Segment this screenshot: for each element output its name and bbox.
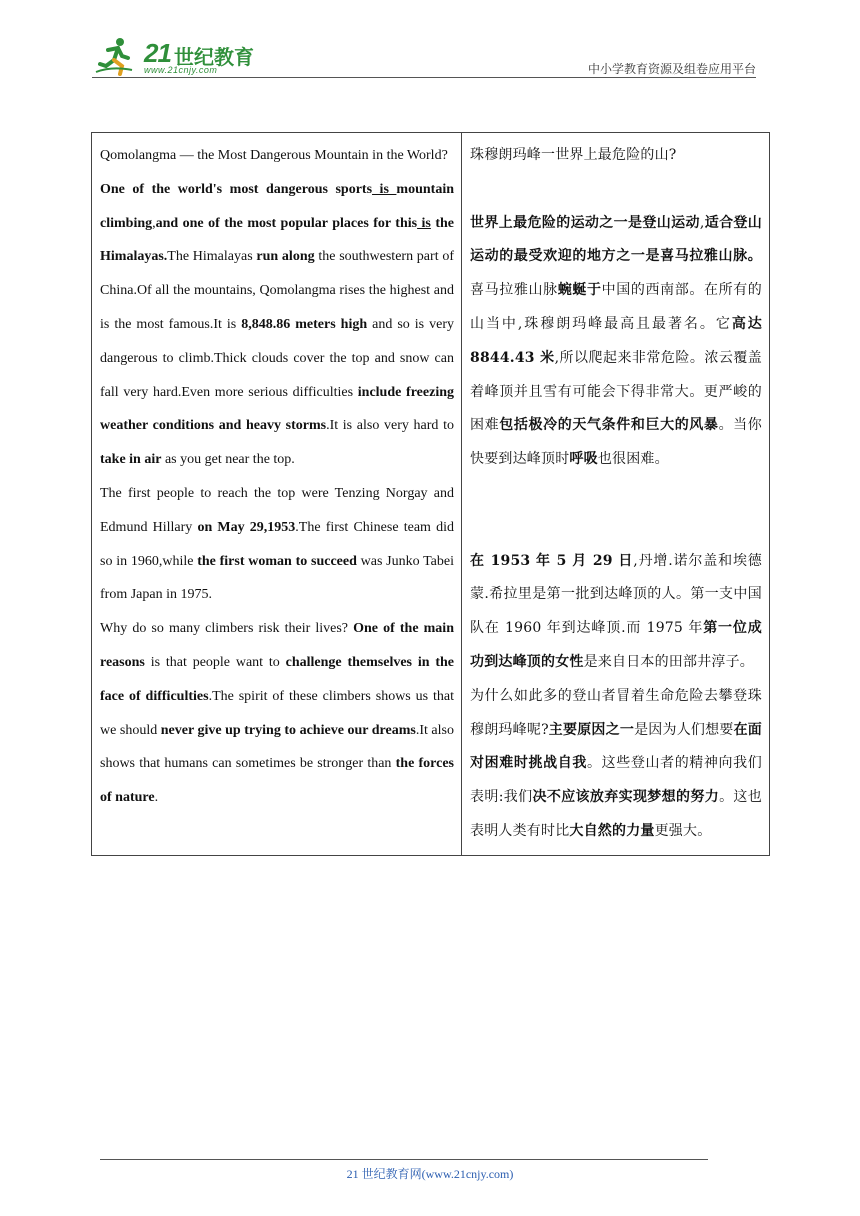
spacer [470, 173, 762, 207]
table-row [92, 133, 770, 856]
text-run: was Junko Tabei from Japan in 1975. [100, 553, 454, 603]
running-person-icon [94, 36, 134, 76]
text-run: 世界上最危险的运动之一是登山运动 [470, 214, 700, 231]
text-run: , [152, 215, 156, 231]
text-run: 适合登山运动的最受欢迎的地方之一是喜马拉雅山脉。 [470, 214, 762, 265]
text-run: The Himalayas [167, 249, 257, 265]
chinese-column [462, 133, 770, 856]
text-run: 决不应该放弃实现梦想的努力 [532, 789, 720, 806]
text-run: is that people want to [144, 654, 286, 670]
spacer [470, 477, 762, 511]
text-run: 中国的西南部。在所有的山当中,珠穆朗玛峰最高且最著名。它 [470, 282, 763, 332]
text-run: 呼吸 [569, 451, 598, 468]
text-run: 包括极冷的天气条件和巨大的风暴 [499, 417, 719, 434]
text-run: One of the world's most dangerous sports [100, 181, 373, 197]
header-divider [92, 77, 756, 78]
english-title: Qomolangma — the Most Dangerous Mountain in the World? [100, 148, 448, 163]
text-run: 高达 8844.43 米 [470, 315, 762, 366]
text-run: One of the main reasons [100, 621, 454, 670]
chinese-paragraph-3 [470, 680, 762, 849]
text-run: take in air [100, 452, 162, 468]
text-run: 更强大。 [654, 822, 712, 839]
bilingual-text-table [91, 132, 770, 856]
text-run: .The first Chinese team did so in 1960,while [100, 519, 454, 569]
text-run: 。当你快要到达峰顶时 [470, 417, 763, 468]
text-run: Why do so many climbers risk their lives? [100, 621, 354, 637]
text-run: challenge themselves in the face of difficulties [100, 654, 454, 704]
text-run: the Himalayas. [100, 215, 454, 265]
text-run: 为什么如此多的登山者冒着生命危险去攀登珠穆朗玛峰呢? [470, 687, 762, 738]
text-run: .It also shows that humans can sometimes be stronger than [100, 722, 454, 772]
text-run: ,所以爬起来非常危险。浓云覆盖着峰顶并且雪有可能会下得非常大。更严峻的困难 [470, 349, 763, 434]
text-run: the forces of nature [100, 756, 454, 806]
text-run: 8,848.86 meters high [241, 316, 368, 332]
text-run: as you get near the top. [161, 452, 295, 468]
text-run: 喜马拉雅山脉 [470, 282, 558, 299]
chinese-paragraph-1 [470, 207, 762, 477]
text-run: and so is very dangerous to climb.Thick clouds cover the top and snow can fall very hard.Even more serious difficulties [100, 316, 454, 400]
text-run: include freezing weather conditions and heavy storms [100, 384, 454, 434]
text-run: is [372, 181, 397, 197]
text-run: on May 29,1953 [197, 519, 296, 535]
text-run: .The spirit of these climbers shows us that we should [100, 688, 454, 738]
logo-text: 世纪教育 [174, 45, 254, 69]
text-run: 。这也表明人类有时比 [470, 789, 762, 839]
english-column [92, 133, 462, 856]
page-footer[interactable]: 21 世纪教育网(www.21cnjy.com) [346, 1167, 514, 1181]
text-run: .It is also very hard to [326, 418, 454, 434]
page-header [92, 34, 756, 78]
text-run: 是来自日本的田部井淳子。 [583, 653, 755, 670]
text-run: the southwestern part of China.Of all the mountains, Qomolangma rises the highest and is the most famous.It is [100, 249, 454, 332]
chinese-title: 珠穆朗玛峰一世界上最危险的山? [470, 147, 677, 163]
text-run: . [154, 790, 159, 806]
text-run: 。这些登山者的精神向我们表明:我们 [470, 755, 762, 806]
text-run: 主要原因之一 [548, 721, 635, 738]
text-run: is [417, 215, 431, 231]
text-run: the first woman to succeed [197, 553, 357, 569]
chinese-paragraph-2 [470, 545, 762, 680]
text-run: , [699, 214, 705, 231]
text-run: mountain climbing [100, 181, 454, 231]
text-run: 蜿蜒于 [557, 282, 602, 299]
text-run: The first people to reach the top were Tenzing Norgay and Edmund Hillary [100, 485, 454, 535]
english-paragraph-1 [100, 173, 454, 477]
text-run: 也很困难。 [597, 451, 669, 468]
spacer [470, 511, 762, 545]
text-run: 是因为人们想要 [634, 721, 734, 738]
text-run: 大自然的力量 [569, 822, 655, 839]
english-paragraph-2 [100, 477, 454, 612]
logo-number: 21 [144, 38, 171, 68]
text-run: and one of the most popular places for this [155, 215, 418, 231]
text-run: 在 1953 年 5 月 29 日 [470, 552, 634, 569]
text-run: run along [256, 249, 315, 265]
text-run: 第一位成功到达峰顶的女性 [470, 620, 762, 670]
text-run: 在面对困难时挑战自我 [470, 721, 762, 772]
platform-name: 中小学教育资源及组卷应用平台 [587, 62, 756, 76]
english-paragraph-3 [100, 612, 454, 815]
footer-divider [100, 1159, 708, 1160]
logo-url: www.21cnjy.com [144, 65, 218, 75]
text-run: never give up trying to achieve our dreams [160, 722, 416, 738]
site-logo[interactable] [92, 34, 272, 78]
text-run: ,丹增.诺尔盖和埃德蒙.希拉里是第一批到达峰顶的人。第一支中国队在 1960 年到达峰顶.而 1975 年 [470, 552, 762, 637]
